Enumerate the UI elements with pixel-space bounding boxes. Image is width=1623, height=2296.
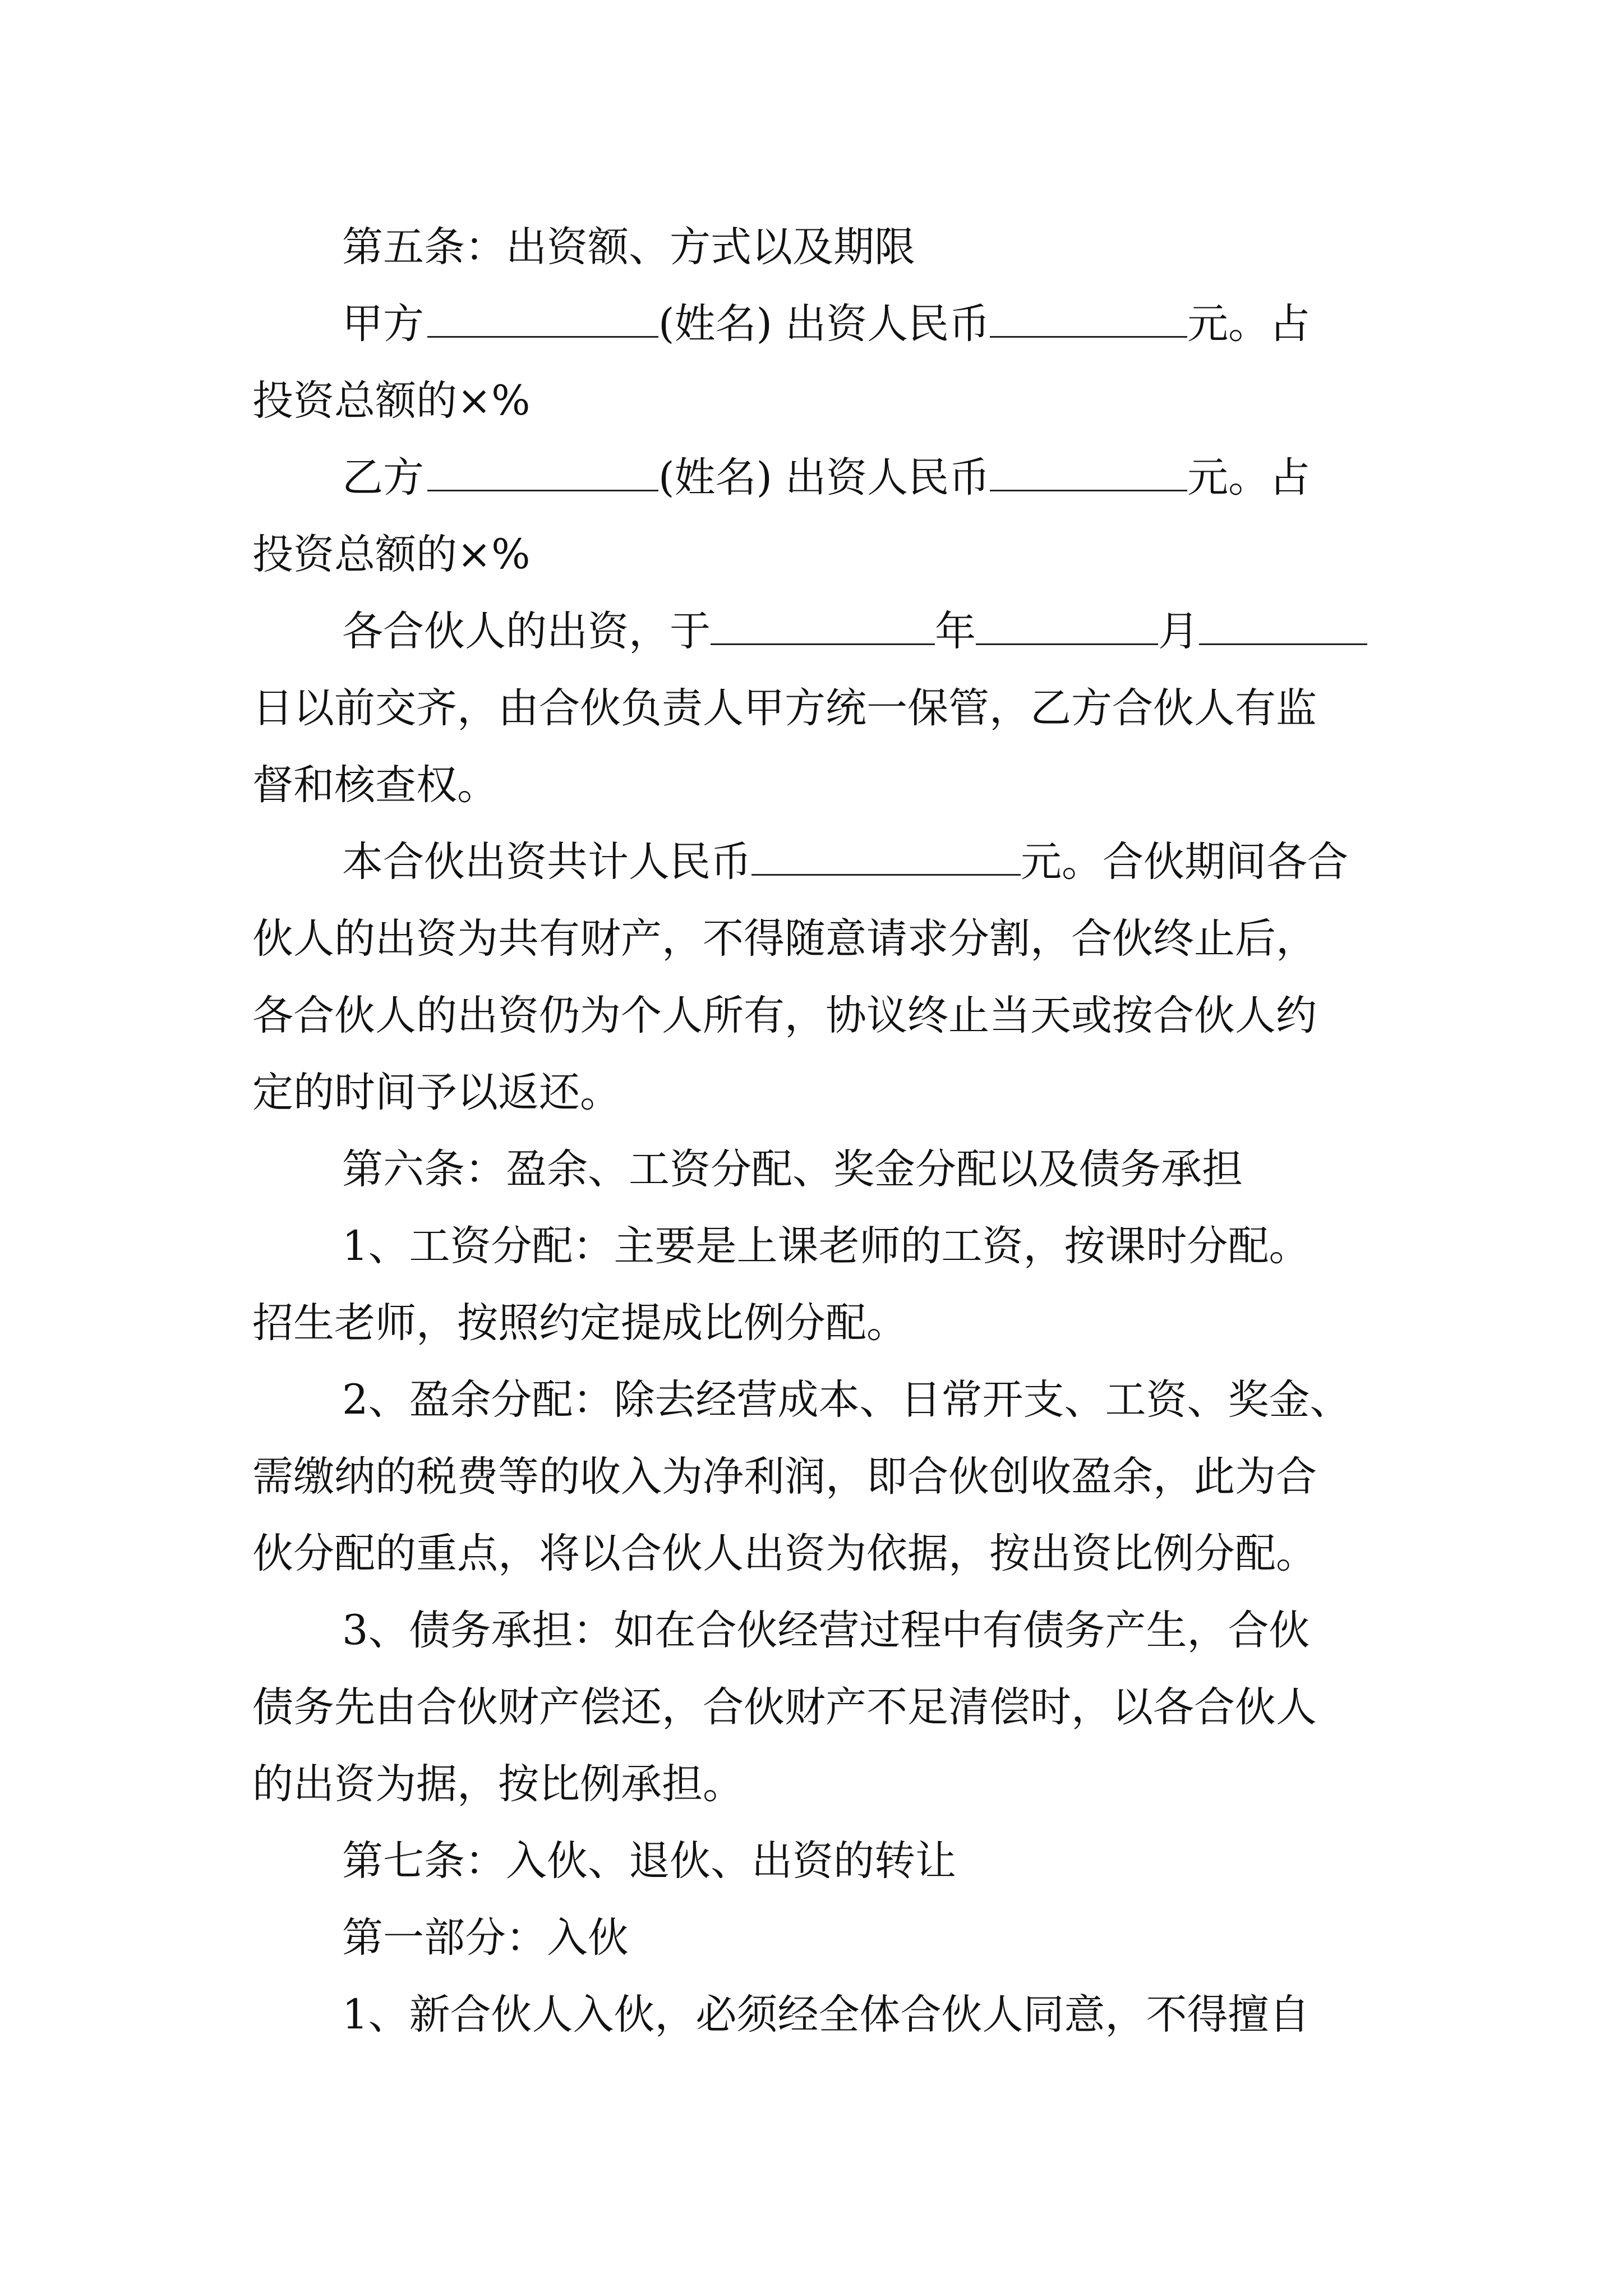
text-segment: 第一部分：入伙	[342, 1914, 629, 1962]
text-segment: 1、工资分配：主要是上课老师的工资，按课时分配。	[342, 1222, 1310, 1270]
text-segment: 招生老师，按照约定提成比例分配。	[252, 1299, 907, 1347]
paragraph-line	[252, 1285, 1413, 1361]
paragraph-line	[252, 747, 1413, 823]
paragraph-line	[252, 900, 1413, 977]
text-segment: 本合伙出资共计人民币	[342, 838, 751, 886]
article-7-heading	[252, 1823, 1413, 1899]
text-segment: 第六条：盈余、工资分配、奖金分配以及债务承担	[342, 1145, 1243, 1193]
text-segment: 债务先由合伙财产偿还，合伙财产不足清偿时，以各合伙人	[252, 1683, 1317, 1731]
text-segment: 第五条：出资额、方式以及期限	[342, 223, 915, 271]
text-segment: 投资总额的×%	[252, 531, 531, 578]
paragraph-line	[252, 1361, 1413, 1438]
total-investment-line	[252, 823, 1413, 900]
text-segment: 甲方	[342, 300, 424, 348]
text-segment: 各合伙人的出资，于	[342, 608, 711, 655]
month-blank	[976, 605, 1158, 645]
paragraph-line	[252, 1515, 1413, 1592]
text-segment: 的出资为据，按比例承担。	[252, 1760, 744, 1808]
text-segment: 元。占	[1187, 300, 1311, 348]
paragraph-line	[252, 977, 1413, 1054]
article-6-heading	[252, 1131, 1413, 1208]
text-segment: 3、债务承担：如在合伙经营过程中有债务产生，合伙	[342, 1607, 1310, 1654]
name-blank	[427, 452, 658, 491]
text-segment: 日以前交齐，由合伙负责人甲方统一保管，乙方合伙人有监	[252, 684, 1317, 732]
paragraph-line	[252, 1208, 1413, 1285]
text-segment: 月	[1158, 608, 1199, 655]
text-segment: 定的时间予以返还。	[252, 1069, 621, 1116]
party-b-percentage-line	[252, 516, 1413, 593]
text-segment: 元。合伙期间各合	[1021, 838, 1348, 886]
paragraph-line	[252, 1669, 1413, 1746]
party-a-investment-line	[252, 286, 1413, 362]
deadline-line	[252, 593, 1413, 670]
text-segment: (姓名) 出资人民币	[658, 300, 990, 348]
text-segment: 1、新合伙人入伙，必须经全体合伙人同意，不得擅自	[342, 1991, 1310, 2039]
paragraph-line	[252, 1746, 1413, 1823]
text-segment: 第七条：入伙、退伙、出资的转让	[342, 1837, 956, 1885]
paragraph-line	[252, 1976, 1413, 2053]
text-segment: 乙方	[342, 454, 424, 501]
paragraph-line	[252, 1438, 1413, 1515]
article-5-heading	[252, 209, 1413, 286]
text-segment: 伙人的出资为共有财产，不得随意请求分割，合伙终止后，	[252, 915, 1317, 963]
text-segment: 元。占	[1187, 454, 1311, 501]
text-segment: 2、盈余分配：除去经营成本、日常开支、工资、奖金、	[342, 1376, 1351, 1424]
paragraph-line	[252, 670, 1413, 747]
paragraph-line	[252, 1054, 1413, 1131]
day-blank	[1199, 605, 1367, 645]
total-amount-blank	[751, 836, 1021, 876]
paragraph-line	[252, 1592, 1413, 1669]
text-segment: (姓名) 出资人民币	[658, 454, 990, 501]
amount-blank	[990, 452, 1187, 491]
party-a-percentage-line	[252, 362, 1413, 439]
document-body	[252, 209, 1413, 2053]
text-segment: 督和核查权。	[252, 761, 498, 809]
text-segment: 伙分配的重点，将以合伙人出资为依据，按出资比例分配。	[252, 1530, 1317, 1577]
text-segment: 需缴纳的税费等的收入为净利润，即合伙创收盈余，此为合	[252, 1453, 1317, 1501]
year-blank	[711, 605, 935, 645]
text-segment: 投资总额的×%	[252, 377, 531, 425]
party-b-investment-line	[252, 439, 1413, 516]
text-segment: 各合伙人的出资仍为个人所有，协议终止当天或按合伙人约	[252, 992, 1317, 1039]
name-blank	[427, 298, 658, 338]
section-heading	[252, 1899, 1413, 1976]
amount-blank	[990, 298, 1187, 338]
text-segment: 年	[935, 608, 976, 655]
